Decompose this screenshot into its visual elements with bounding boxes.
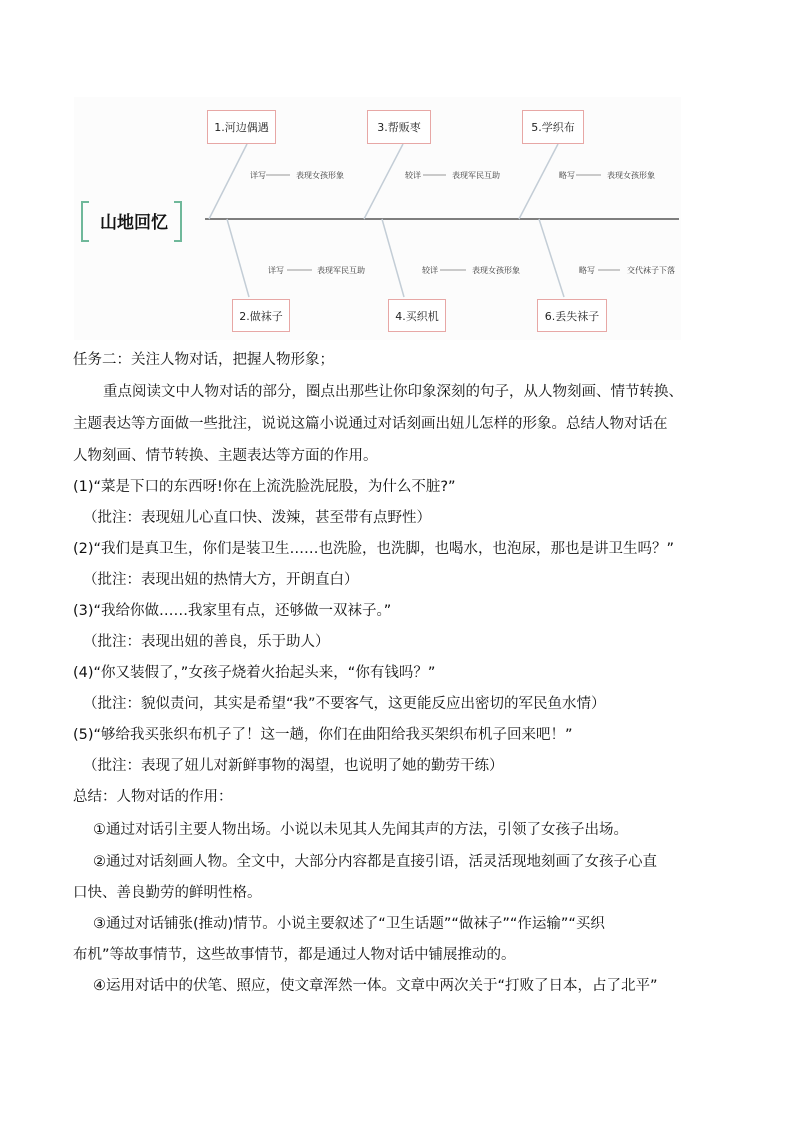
- tag-detail: 略写: [579, 266, 595, 275]
- quote-line: (1)“菜是下口的东西呀!你在上流洗脸洗屁股，为什么不脏?”: [73, 479, 456, 495]
- note-line: （批注：表现出妞的善良，乐于助人）: [83, 634, 330, 650]
- node-4: 4.买织机: [388, 299, 446, 332]
- summary-line: 口快、善良勤劳的鲜明性格。: [73, 885, 262, 901]
- node-3: 3.帮贩枣: [367, 110, 431, 144]
- node-6: 6.丢失袜子: [537, 299, 607, 332]
- summary-line: 布机”等故事情节，这些故事情节，都是通过人物对话中铺展推动的。: [73, 947, 516, 963]
- intro-line: 主题表达等方面做一些批注，说说这篇小说通过对话刻画出妞儿怎样的形象。总结人物对话在: [73, 416, 668, 432]
- branch-line: [364, 144, 403, 219]
- branch-line: [519, 144, 558, 219]
- branch-line: [227, 219, 249, 297]
- note-line: （批注：表现妞儿心直口快、泼辣，甚至带有点野性）: [83, 510, 431, 526]
- quote-line: (4)“你又装假了，”女孩子烧着火抬起头来，“你有钱吗？”: [73, 665, 436, 681]
- quote-line: (2)“我们是真卫生，你们是装卫生……也洗脸，也洗脚，也喝水，也泡尿，那也是讲卫生吗？”: [73, 541, 675, 557]
- branch-line: [539, 219, 564, 297]
- summary-line: ④运用对话中的伏笔、照应，使文章浑然一体。文章中两次关于“打败了日本，占了北平”: [93, 978, 658, 994]
- tag-meaning: 表现军民互助: [452, 171, 500, 180]
- diagram-title: 山地回忆: [100, 213, 168, 233]
- tag-meaning: 表现女孩形象: [607, 171, 655, 180]
- note-line: （批注：表现出妞的热情大方，开朗直白）: [83, 572, 359, 588]
- tag-detail: 详写: [268, 266, 284, 275]
- task-title: 任务二：关注人物对话，把握人物形象；: [73, 352, 334, 368]
- tag-detail: 详写: [250, 171, 266, 180]
- summary-line: ①通过对话引主要人物出场。小说以未见其人先闻其声的方法，引领了女孩子出场。: [93, 822, 628, 838]
- intro-line: 人物刻画、情节转换、主题表达等方面的作用。: [73, 448, 378, 464]
- quote-line: (5)“够给我买张织布机子了！这一趟，你们在曲阳给我买架织布机子回来吧！”: [73, 727, 573, 743]
- tag-meaning: 表现军民互助: [317, 266, 365, 275]
- tag-detail: 较详: [422, 266, 438, 275]
- summary-line: ③通过对话铺张(推动)情节。小说主要叙述了“卫生话题”“做袜子”“作运输”“买织: [93, 916, 605, 932]
- intro-line: 重点阅读文中人物对话的部分，圈点出那些让你印象深刻的句子，从人物刻画、情节转换、: [103, 384, 683, 400]
- quote-line: (3)“我给你做……我家里有点，还够做一双袜子。”: [73, 603, 392, 619]
- node-1: 1.河边偶遇: [207, 110, 276, 144]
- summary-line: ②通过对话刻画人物。全文中，大部分内容都是直接引语，活灵活现地刻画了女孩子心直: [93, 854, 657, 870]
- tag-detail: 略写: [559, 171, 575, 180]
- tag-meaning: 表现女孩形象: [472, 266, 520, 275]
- note-line: （批注：貌似责问，其实是希望“我”不要客气，这更能反应出密切的军民鱼水情）: [83, 696, 606, 712]
- note-line: （批注：表现了妞儿对新鲜事物的渴望，也说明了她的勤劳干练）: [83, 758, 504, 774]
- tag-detail: 较详: [405, 171, 421, 180]
- fishbone-diagram: [74, 97, 681, 340]
- title-bracket-left: [81, 201, 89, 242]
- node-5: 5.学织布: [522, 110, 584, 144]
- branch-line: [382, 219, 404, 297]
- summary-title: 总结：人物对话的作用：: [73, 789, 233, 805]
- tag-meaning: 交代袜子下落: [627, 266, 675, 275]
- branch-line: [209, 144, 247, 219]
- node-2: 2.做袜子: [232, 299, 290, 332]
- tag-meaning: 表现女孩形象: [296, 171, 344, 180]
- title-bracket-right: [174, 201, 182, 242]
